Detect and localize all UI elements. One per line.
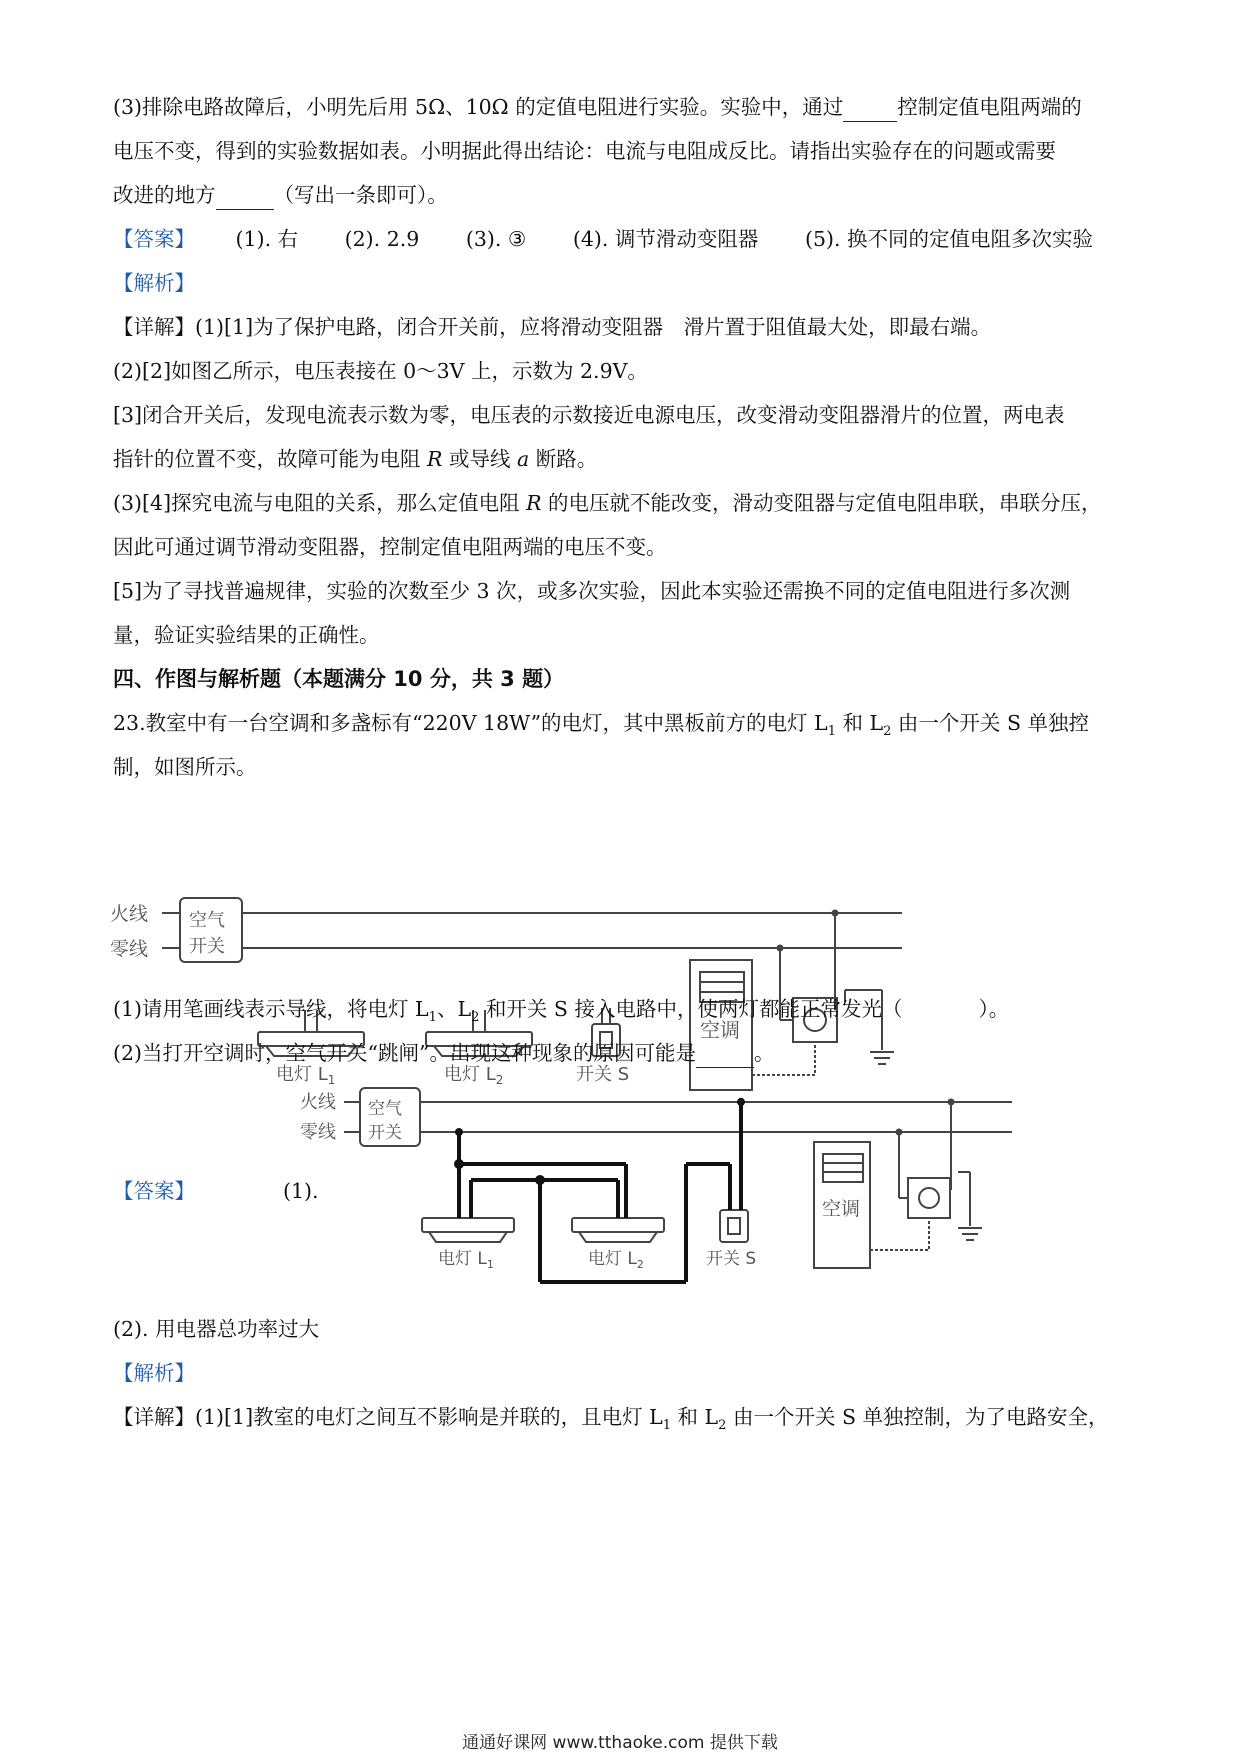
answer-blank xyxy=(696,1045,754,1068)
q3-line2: 电压不变，得到的实验数据如表。小明据此得出结论：电流与电阻成反比。请指出实验存在的问题或需要 xyxy=(113,139,1056,163)
ac-label: 空调 xyxy=(700,1018,740,1042)
answer-item: (4). 调节滑动变阻器 xyxy=(572,227,759,251)
detail-p4b: 因此可通过调节滑动变阻器，控制定值电阻两端的电压不变。 xyxy=(113,535,667,559)
detail-p3a: [3]闭合开关后，发现电流表示数为零，电压表的示数接近电源电压，改变滑动变阻器滑片的位置，两电表 xyxy=(113,403,1065,427)
q23-sub1: (1)请用笔画线表示导线，将电灯 $L_1$、$L_2$ 和开关 S 接入电路中，使两灯都能正常发光（ ）。 xyxy=(113,997,1010,1026)
lamp2-label: 电灯 $L_2$ xyxy=(444,1064,504,1087)
detail-p1: 【详解】(1)[1]为了保护电路，闭合开关前，应将滑动变阻器 滑片置于阻值最大处，即最右端。 xyxy=(113,315,992,339)
q3-line1: (3)排除电路故障后，小明先后用 5Ω、10Ω 的定值电阻进行实验。实验中，通过 控制定值电阻两端的 xyxy=(113,92,1133,122)
q23-line2: 制，如图所示。 xyxy=(113,755,257,779)
detail-p5a: [5]为了寻找普遍规律，实验的次数至少 3 次，或多次实验，因此本实验还需换不同的定值电阻进行多次测 xyxy=(113,579,1071,603)
lamp2-label: 电灯 $L_2$ xyxy=(588,1249,644,1271)
page-footer: 通通好课网 www.tthaoke.com 提供下载 xyxy=(462,1733,778,1753)
answer-item: (3). ③ xyxy=(465,227,527,251)
circuit-figure-answer xyxy=(300,1080,1020,1300)
analysis-label-2: 【解析】 xyxy=(113,1361,195,1385)
q3-line3: 改进的地方 （写出一条即可）。 xyxy=(113,180,1133,210)
q23-line1: 23.教室中有一台空调和多盏标有“220V 18W”的电灯，其中黑板前方的电灯 $L_1$ 和 $L_2$ 由一个开关 S 单独控 xyxy=(113,711,1089,740)
breaker-label-1: 空气 xyxy=(189,910,225,931)
answer-line-1 xyxy=(113,224,1133,254)
switch-label: 开关 S xyxy=(706,1249,757,1269)
answer-item: (1). 右 xyxy=(235,227,299,251)
q23-sub2: (2)当打开空调时，空气开关“跳闸”。出现这种现象的原因可能是 。 xyxy=(113,1038,1133,1068)
switch-label: 开关 S xyxy=(576,1064,630,1085)
breaker-label-2: 开关 xyxy=(189,936,225,957)
neutral-wire-label: 零线 xyxy=(110,938,149,960)
lamp1-label: 电灯 $L_1$ xyxy=(276,1064,336,1087)
answer-item: (2). 2.9 xyxy=(344,227,420,251)
detail2-line1: 【详解】(1)[1]教室的电灯之间互不影响是并联的，且电灯 $L_1$ 和 $L_2$ 由一个开关 S 单独控制，为了电路安全， xyxy=(113,1405,1109,1434)
answer-label-2: 【答案】 xyxy=(113,1179,195,1203)
neutral-wire-label: 零线 xyxy=(300,1122,336,1143)
answer-item: (5). 换不同的定值电阻多次实验 xyxy=(804,227,1094,251)
answer-blank xyxy=(216,187,274,210)
ac-label: 空调 xyxy=(822,1198,861,1220)
breaker-label-1: 空气 xyxy=(368,1099,402,1119)
detail-p5b: 量，验证实验结果的正确性。 xyxy=(113,623,380,647)
answer2-item2: (2). 用电器总功率过大 xyxy=(113,1317,320,1341)
answer2-item1: (1). xyxy=(283,1179,319,1203)
detail-p2: (2)[2]如图乙所示，电压表接在 0～3V 上，示数为 2.9V。 xyxy=(113,359,648,383)
answer-label: 【答案】 xyxy=(113,227,195,251)
lamp1-label: 电灯 $L_1$ xyxy=(438,1249,494,1271)
breaker-label-2: 开关 xyxy=(368,1123,402,1143)
answer-blank xyxy=(843,99,897,122)
live-wire-label: 火线 xyxy=(300,1092,336,1113)
detail-p3b: 指针的位置不变，故障可能为电阻 R 或导线 a 断路。 xyxy=(113,447,598,471)
section-title: 四、作图与解析题（本题满分 10 分，共 3 题） xyxy=(113,667,565,691)
live-wire-label: 火线 xyxy=(110,903,149,925)
detail-p4a: (3)[4]探究电流与电阻的关系，那么定值电阻 R 的电压就不能改变，滑动变阻器与定值电阻串联，串联分压， xyxy=(113,491,1102,515)
analysis-label: 【解析】 xyxy=(113,271,195,295)
